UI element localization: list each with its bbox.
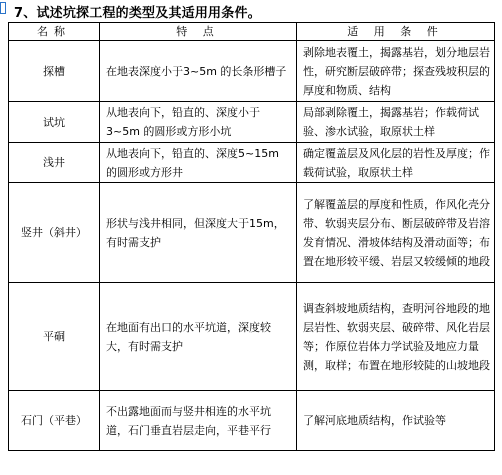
row-conditions: 了解河底地质结构，作试验等: [297, 391, 495, 451]
table-row: [9, 143, 495, 183]
page-title: 7、试述坑探工程的类型及其适用用条件。: [14, 6, 261, 21]
table-header-row: [9, 23, 495, 41]
list-marker-icon: [0, 2, 6, 14]
table-row: [9, 183, 495, 283]
table-row: [9, 102, 495, 143]
table-row: [9, 283, 495, 391]
row-features: 在地面有出口的水平坑道，深度较大，有时需支护: [100, 283, 297, 391]
header-conditions: 适 用 条 件: [297, 23, 495, 41]
row-name: 石门（平巷）: [9, 391, 100, 451]
table-row: [9, 391, 495, 451]
row-features: 从地表向下，铅直的、深度5~15m 的圆形或方形井: [100, 143, 297, 183]
row-conditions: 调查斜坡地质结构，查明河谷地段的地层岩性、软弱夹层、破碎带、风化岩层等；作原位岩体力学试验及地应力量测，取样；布置在地形较陡的山坡地段: [297, 283, 495, 391]
row-conditions: 剥除地表覆土，揭露基岩，划分地层岩性，研究断层破碎带；探查残坡积层的厚度和物质、结构: [297, 41, 495, 102]
row-features: 在地表深度小于3~5m 的长条形槽子: [100, 41, 297, 102]
row-name: 竖井（斜井）: [9, 183, 100, 283]
row-name: 试坑: [9, 102, 100, 143]
row-name: 探槽: [9, 41, 100, 102]
row-name: 浅井: [9, 143, 100, 183]
header-features: 特 点: [100, 23, 297, 41]
row-conditions: 确定覆盖层及风化层的岩性及厚度；作载荷试验，取原状土样: [297, 143, 495, 183]
row-features: 从地表向下，铅直的、深度小于3~5m 的圆形或方形小坑: [100, 102, 297, 143]
row-conditions: 局部剥除覆土，揭露基岩；作载荷试验、渗水试验，取原状土样: [297, 102, 495, 143]
table-row: [9, 41, 495, 102]
row-features: 形状与浅井相同，但深度大于15m，有时需支护: [100, 183, 297, 283]
row-conditions: 了解覆盖层的厚度和性质，作风化壳分带、软弱夹层分布、断层破碎带及岩溶发育情况、滑坡体结构及滑动面等；布置在地形较平缓、岩层又较缓倾的地段: [297, 183, 495, 283]
row-features: 不出露地面而与竖井相连的水平坑道，石门垂直岩层走向，平巷平行: [100, 391, 297, 451]
row-name: 平硐: [9, 283, 100, 391]
pit-exploration-table: [8, 22, 495, 451]
header-name: 名称: [9, 23, 100, 41]
